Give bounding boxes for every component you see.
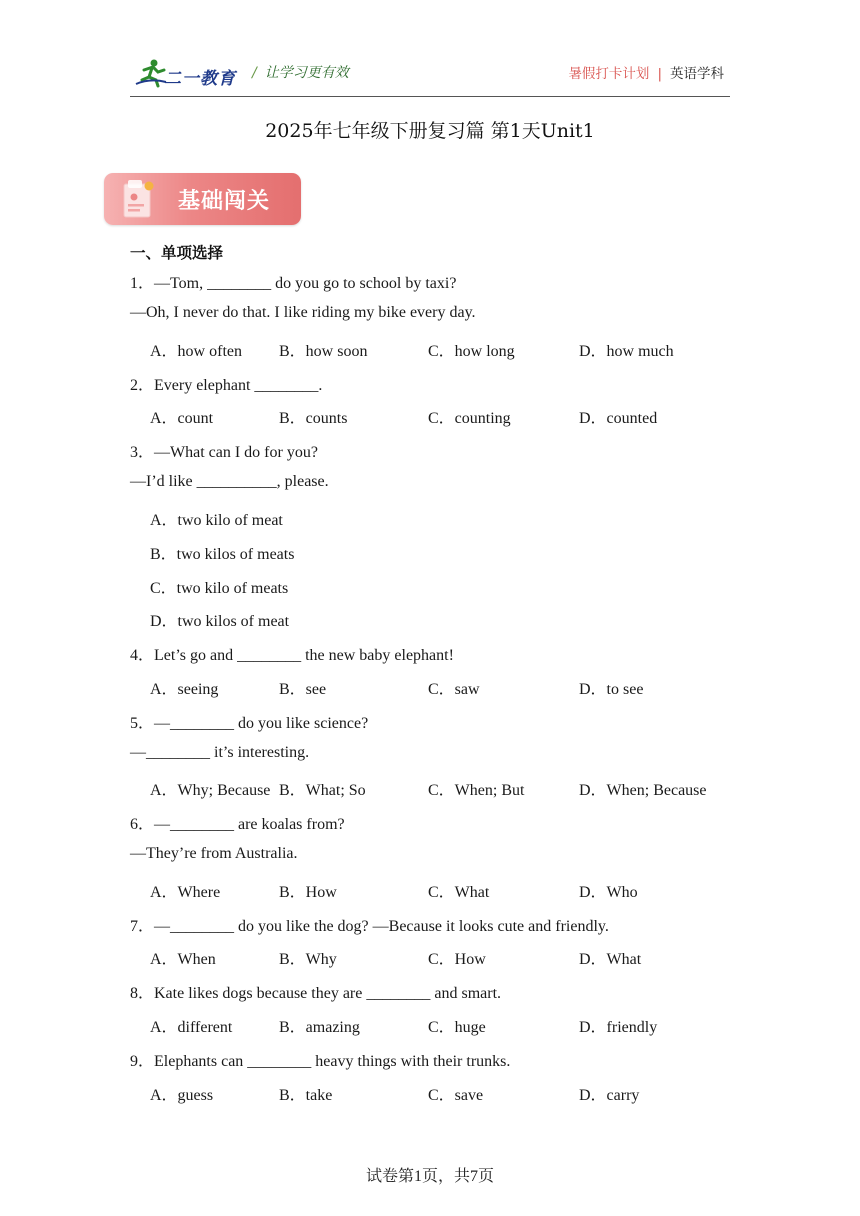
question-1-option-a[interactable]: A．how often [150,343,242,360]
header-divider: | [657,66,662,82]
banner-label: 基础闯关 [178,189,271,214]
question-7-option-b[interactable]: B．Why [279,951,337,968]
question-5-option-b[interactable]: B．What; So [279,782,366,799]
question-8-option-a[interactable]: A．different [150,1019,233,1036]
question-1-stem: 1．—Tom, ________ do you go to school by taxi? [130,275,457,292]
question-3-stem: 3．—What can I do for you? [130,444,318,461]
camp-label: 暑假打卡计划 [568,66,650,82]
question-6-stem: 6．—________ are koalas from? [130,816,345,833]
question-1-option-c[interactable]: C．how long [428,343,515,360]
question-3-reply: —I’d like __________, please. [130,473,329,490]
subject-label: 英语学科 [670,66,724,82]
page-header [130,52,730,97]
question-9-option-d[interactable]: D．carry [579,1087,640,1104]
question-6-option-d[interactable]: D．Who [579,884,638,901]
question-2-option-a[interactable]: A．count [150,410,214,427]
runner-icon [134,58,168,88]
question-1-option-b[interactable]: B．how soon [279,343,368,360]
section-title: 一、单项选择 [130,244,224,262]
question-9-option-a[interactable]: A．guess [150,1087,214,1104]
question-5-option-a[interactable]: A．Why; Because [150,782,271,799]
question-4-option-b[interactable]: B．see [279,681,327,698]
question-3-option-b[interactable]: B．two kilos of meats [150,546,295,563]
question-1-reply: —Oh, I never do that. I like riding my bike every day. [130,304,476,321]
question-4-option-a[interactable]: A．seeing [150,681,219,698]
question-9-stem: 9．Elephants can ________ heavy things with their trunks. [130,1053,511,1070]
question-2-stem: 2．Every elephant ________. [130,377,323,394]
question-6-option-a[interactable]: A．Where [150,884,221,901]
question-7-option-a[interactable]: A．When [150,951,216,968]
question-5-stem: 5．—________ do you like science? [130,715,369,732]
clipboard-icon [122,179,156,219]
section-banner [104,173,301,225]
question-2-option-b[interactable]: B．counts [279,410,348,427]
question-7-option-d[interactable]: D．What [579,951,642,968]
question-2-option-c[interactable]: C．counting [428,410,511,427]
question-1-option-d[interactable]: D．how much [579,343,674,360]
question-3-option-c[interactable]: C．two kilo of meats [150,580,289,597]
page-footer: 试卷第1页，共7页 [365,1168,494,1185]
question-2-option-d[interactable]: D．counted [579,410,658,427]
question-9-option-c[interactable]: C．save [428,1087,484,1104]
question-5-option-c[interactable]: C．When; But [428,782,525,799]
question-3-option-a[interactable]: A．two kilo of meat [150,512,283,529]
question-6-reply: —They’re from Australia. [130,845,298,862]
slogan-text: 让学习更有效 [264,65,349,81]
question-3-option-d[interactable]: D．two kilos of meat [150,613,290,630]
question-4-option-d[interactable]: D．to see [579,681,644,698]
question-8-option-c[interactable]: C．huge [428,1019,486,1036]
question-8-option-b[interactable]: B．amazing [279,1019,360,1036]
question-4-option-c[interactable]: C．saw [428,681,480,698]
question-9-option-b[interactable]: B．take [279,1087,333,1104]
slogan [252,62,349,82]
question-4-stem: 4．Let’s go and ________ the new baby elephant! [130,647,454,664]
question-8-stem: 8．Kate likes dogs because they are ________ and smart. [130,985,502,1002]
question-5-option-d[interactable]: D．When; Because [579,782,707,799]
question-7-stem: 7．—________ do you like the dog? —Because it looks cute and friendly. [130,918,609,935]
question-6-option-c[interactable]: C．What [428,884,490,901]
document-title: 2025年七年级下册复习篇 第1天Unit1 [265,120,595,142]
brand-logo [134,58,242,88]
header-right [568,62,724,82]
logo-text: 二一教育 [164,69,236,89]
question-8-option-d[interactable]: D．friendly [579,1019,658,1036]
question-7-option-c[interactable]: C．How [428,951,486,968]
question-6-option-b[interactable]: B．How [279,884,337,901]
slogan-slash: / [252,65,257,81]
question-5-reply: —________ it’s interesting. [130,744,310,761]
